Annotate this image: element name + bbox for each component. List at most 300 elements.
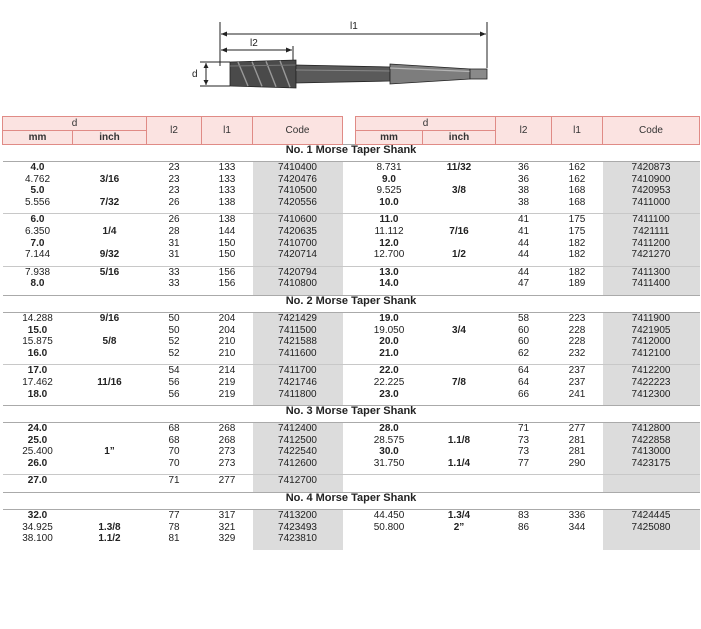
left-code-cell: 7413200 bbox=[253, 510, 343, 522]
left-l1-cell: 317 bbox=[218, 510, 236, 522]
left-l1-cell: 150 bbox=[218, 237, 236, 249]
column-gap bbox=[343, 312, 356, 324]
left-code-cell: 7420476 bbox=[253, 174, 343, 186]
group-spacer bbox=[3, 545, 700, 550]
left-code-cell: 7410800 bbox=[253, 278, 343, 290]
left-code-cell: 7423810 bbox=[253, 533, 343, 545]
right-l1-cell: 290 bbox=[568, 457, 586, 469]
left-code-cell: 7412400 bbox=[253, 423, 343, 435]
spacer-cell bbox=[496, 545, 552, 550]
right-l1-cell: 223 bbox=[568, 312, 586, 324]
header-mm-right: mm bbox=[356, 131, 423, 145]
left-inch-cell bbox=[73, 510, 147, 522]
right-l1-cell: 336 bbox=[568, 510, 586, 522]
right-l2-cell: 62 bbox=[517, 347, 530, 359]
right-inch-cell: 1.1/8 bbox=[447, 434, 471, 446]
right-inch-cell: 7/16 bbox=[449, 225, 469, 237]
table-row bbox=[3, 458, 700, 470]
left-mm-cell: 6.0 bbox=[30, 214, 45, 226]
label-l2: l2 bbox=[250, 38, 258, 49]
header-d-right: d bbox=[356, 117, 496, 131]
section-row bbox=[3, 406, 700, 423]
right-code-cell: 7424445 bbox=[603, 510, 700, 522]
right-mm-cell: 50.800 bbox=[373, 521, 405, 533]
table-row bbox=[3, 238, 700, 250]
spacer-cell bbox=[147, 545, 202, 550]
right-l1-cell bbox=[552, 475, 603, 487]
left-inch-cell bbox=[73, 475, 147, 487]
left-l1-cell: 204 bbox=[218, 312, 236, 324]
left-code-cell: 7411500 bbox=[253, 325, 343, 337]
spacer-cell bbox=[552, 545, 603, 550]
left-l2-cell: 28 bbox=[168, 225, 180, 237]
left-l1-cell: 156 bbox=[218, 266, 236, 278]
left-l2-cell: 68 bbox=[168, 434, 180, 446]
left-code-cell: 7411800 bbox=[253, 389, 343, 401]
right-l1-cell: 281 bbox=[568, 434, 586, 446]
right-l1-cell: 182 bbox=[568, 266, 586, 278]
right-code-cell: 7412000 bbox=[603, 336, 700, 348]
right-l2-cell bbox=[496, 533, 552, 545]
left-l1-cell: 204 bbox=[218, 324, 236, 336]
table-row bbox=[3, 348, 700, 360]
left-l2-cell: 50 bbox=[168, 324, 180, 336]
label-d: d bbox=[192, 69, 198, 80]
column-gap bbox=[343, 475, 356, 487]
right-l2-cell: 41 bbox=[517, 225, 530, 237]
right-l2-cell: 83 bbox=[517, 510, 530, 522]
left-l2-cell: 81 bbox=[168, 533, 180, 545]
table-row bbox=[3, 365, 700, 377]
right-mm-cell: 28.575 bbox=[373, 434, 405, 446]
left-l2-cell: 33 bbox=[168, 278, 180, 290]
right-inch-cell bbox=[423, 238, 496, 250]
right-l2-cell: 38 bbox=[517, 185, 530, 197]
right-inch-cell bbox=[423, 389, 496, 401]
right-code-cell: 7420953 bbox=[603, 185, 700, 197]
right-code-cell: 7421270 bbox=[603, 249, 700, 261]
left-code-cell: 7421746 bbox=[253, 377, 343, 389]
right-inch-cell bbox=[423, 365, 496, 377]
left-mm-cell: 32.0 bbox=[27, 510, 48, 522]
right-l2-cell: 44 bbox=[517, 266, 530, 278]
left-mm-cell: 26.0 bbox=[27, 457, 48, 469]
left-mm-cell: 6.350 bbox=[24, 225, 51, 237]
reamer-spec-table bbox=[2, 116, 700, 550]
left-l1-cell: 150 bbox=[218, 249, 236, 261]
section-row bbox=[3, 145, 700, 162]
left-inch-cell: 3/16 bbox=[99, 173, 120, 185]
left-l1-cell: 133 bbox=[218, 162, 236, 173]
left-l2-cell: 70 bbox=[168, 457, 180, 469]
left-inch-cell: 7/32 bbox=[99, 196, 120, 208]
left-l2-cell: 56 bbox=[168, 388, 180, 400]
right-mm-cell bbox=[356, 533, 423, 545]
spec-table-body bbox=[3, 145, 700, 550]
left-mm-cell: 7.144 bbox=[24, 249, 51, 261]
column-gap bbox=[343, 197, 356, 209]
right-mm-cell: 19.050 bbox=[373, 324, 405, 336]
left-l2-cell: 56 bbox=[168, 376, 180, 388]
right-code-cell: 7412100 bbox=[603, 348, 700, 360]
table-row bbox=[3, 446, 700, 458]
section-title: No. 2 Morse Taper Shank bbox=[3, 295, 700, 312]
right-code-cell: 7411900 bbox=[603, 312, 700, 324]
left-inch-cell bbox=[73, 423, 147, 435]
left-code-cell: 7420635 bbox=[253, 226, 343, 238]
column-gap bbox=[343, 214, 356, 226]
table-row bbox=[3, 185, 700, 197]
left-mm-cell: 14.288 bbox=[22, 312, 53, 324]
right-mm-cell: 9.0 bbox=[382, 173, 396, 185]
left-l1-cell: 273 bbox=[218, 457, 236, 469]
right-inch-cell bbox=[423, 348, 496, 360]
left-inch-cell: 9/32 bbox=[99, 249, 120, 261]
left-l1-cell: 277 bbox=[218, 475, 236, 487]
left-l1-cell: 210 bbox=[218, 336, 236, 348]
table-row bbox=[3, 423, 700, 435]
spacer-cell bbox=[423, 545, 496, 550]
left-code-cell: 7412700 bbox=[253, 475, 343, 487]
left-code-cell: 7410700 bbox=[253, 238, 343, 250]
column-gap bbox=[343, 266, 356, 278]
tool-drawing bbox=[190, 16, 500, 94]
left-l2-cell: 78 bbox=[168, 521, 180, 533]
right-inch-cell: 7/8 bbox=[452, 376, 466, 388]
label-l1: l1 bbox=[350, 21, 358, 32]
header-l2-left: l2 bbox=[147, 117, 202, 145]
right-code-cell: 7412300 bbox=[603, 389, 700, 401]
left-inch-cell: 11/16 bbox=[97, 376, 122, 388]
table-row bbox=[3, 174, 700, 186]
right-code-cell: 7412800 bbox=[603, 423, 700, 435]
left-l1-cell: 273 bbox=[218, 446, 236, 458]
right-l2-cell: 86 bbox=[517, 521, 530, 533]
right-code-cell: 7411000 bbox=[603, 197, 700, 209]
right-l2-cell: 73 bbox=[517, 434, 530, 446]
right-mm-cell: 44.450 bbox=[373, 510, 405, 522]
left-inch-cell bbox=[73, 238, 147, 250]
column-gap bbox=[343, 510, 356, 522]
left-l1-cell: 321 bbox=[218, 521, 236, 533]
table-row bbox=[3, 435, 700, 447]
right-inch-cell bbox=[423, 336, 496, 348]
right-l1-cell: 241 bbox=[568, 388, 586, 400]
table-row bbox=[3, 214, 700, 226]
right-mm-cell: 22.225 bbox=[373, 376, 405, 388]
right-l1-cell: 175 bbox=[568, 214, 586, 226]
right-l2-cell: 44 bbox=[517, 249, 530, 261]
right-l1-cell: 168 bbox=[568, 185, 586, 197]
right-l1-cell bbox=[552, 533, 603, 545]
right-inch-cell bbox=[423, 278, 496, 290]
spacer-cell bbox=[3, 545, 73, 550]
left-l1-cell: 138 bbox=[218, 196, 236, 208]
left-inch-cell bbox=[73, 214, 147, 226]
left-mm-cell: 8.0 bbox=[30, 278, 45, 290]
left-code-cell: 7420714 bbox=[253, 249, 343, 261]
left-code-cell: 7422540 bbox=[253, 446, 343, 458]
table-row bbox=[3, 510, 700, 522]
right-l2-cell: 44 bbox=[517, 237, 530, 249]
section-title: No. 4 Morse Taper Shank bbox=[3, 493, 700, 510]
left-inch-cell: 1.1/2 bbox=[98, 533, 121, 545]
header-d-left: d bbox=[3, 117, 147, 131]
left-code-cell: 7420556 bbox=[253, 197, 343, 209]
left-inch-cell bbox=[73, 185, 147, 197]
header-code-left: Code bbox=[253, 117, 343, 145]
right-code-cell: 7421905 bbox=[603, 325, 700, 337]
column-gap bbox=[343, 423, 356, 435]
right-code-cell bbox=[603, 475, 700, 487]
right-l1-cell: 228 bbox=[568, 324, 586, 336]
left-code-cell: 7412500 bbox=[253, 435, 343, 447]
right-inch-cell: 2” bbox=[453, 521, 465, 533]
left-inch-cell: 1.3/8 bbox=[98, 521, 121, 533]
right-l2-cell: 64 bbox=[517, 376, 530, 388]
spacer-cell bbox=[202, 545, 253, 550]
left-mm-cell: 17.462 bbox=[22, 376, 53, 388]
left-l2-cell: 50 bbox=[168, 312, 180, 324]
table-row bbox=[3, 475, 700, 487]
right-mm-cell: 19.0 bbox=[379, 312, 399, 324]
column-gap bbox=[343, 336, 356, 348]
right-code-cell: 7411200 bbox=[603, 238, 700, 250]
right-mm-cell: 30.0 bbox=[379, 446, 399, 458]
left-l1-cell: 156 bbox=[218, 278, 236, 290]
right-mm-cell bbox=[356, 475, 423, 487]
left-l2-cell: 23 bbox=[168, 173, 180, 185]
right-l1-cell: 281 bbox=[568, 446, 586, 458]
right-code-cell: 7420873 bbox=[603, 162, 700, 174]
right-inch-cell bbox=[423, 423, 496, 435]
right-code-cell: 7423175 bbox=[603, 458, 700, 470]
right-l1-cell: 175 bbox=[568, 225, 586, 237]
left-mm-cell: 15.0 bbox=[27, 324, 48, 336]
left-inch-cell: 1/4 bbox=[102, 225, 117, 237]
right-inch-cell: 1.3/4 bbox=[447, 510, 471, 522]
left-mm-cell: 7.0 bbox=[30, 237, 45, 249]
column-gap bbox=[343, 348, 356, 360]
left-code-cell: 7420794 bbox=[253, 266, 343, 278]
left-l2-cell: 31 bbox=[168, 237, 180, 249]
right-inch-cell bbox=[423, 446, 496, 458]
right-l2-cell: 58 bbox=[517, 312, 530, 324]
left-code-cell: 7411600 bbox=[253, 348, 343, 360]
right-inch-cell: 3/4 bbox=[452, 324, 466, 336]
right-code-cell: 7422858 bbox=[603, 435, 700, 447]
left-l2-cell: 54 bbox=[168, 365, 180, 377]
spacer-cell bbox=[253, 545, 343, 550]
right-code-cell: 7422223 bbox=[603, 377, 700, 389]
column-gap bbox=[343, 533, 356, 545]
column-gap bbox=[343, 365, 356, 377]
left-mm-cell: 25.0 bbox=[27, 434, 48, 446]
right-inch-cell: 1.1/4 bbox=[447, 457, 471, 469]
left-mm-cell: 4.0 bbox=[30, 162, 45, 173]
left-code-cell: 7410400 bbox=[253, 162, 343, 174]
left-mm-cell: 7.938 bbox=[24, 266, 51, 278]
column-gap bbox=[343, 226, 356, 238]
column-gap bbox=[343, 174, 356, 186]
header-l1-left: l1 bbox=[202, 117, 253, 145]
left-mm-cell: 27.0 bbox=[27, 475, 48, 487]
left-l2-cell: 33 bbox=[168, 266, 180, 278]
right-mm-cell: 10.0 bbox=[379, 196, 399, 208]
right-inch-cell bbox=[423, 475, 496, 487]
left-l1-cell: 133 bbox=[218, 185, 236, 197]
right-mm-cell: 23.0 bbox=[379, 388, 399, 400]
right-inch-cell: 11/32 bbox=[446, 162, 472, 173]
right-mm-cell: 11.0 bbox=[379, 214, 399, 226]
left-inch-cell bbox=[73, 348, 147, 360]
right-code-cell: 7413000 bbox=[603, 446, 700, 458]
right-mm-cell: 21.0 bbox=[379, 347, 399, 359]
left-l1-cell: 268 bbox=[218, 434, 236, 446]
section-row bbox=[3, 295, 700, 312]
left-inch-cell: 5/8 bbox=[102, 336, 117, 348]
left-l2-cell: 71 bbox=[168, 475, 180, 487]
left-inch-cell bbox=[73, 365, 147, 377]
right-l1-cell: 182 bbox=[568, 237, 586, 249]
table-row bbox=[3, 226, 700, 238]
right-l1-cell: 168 bbox=[568, 196, 586, 208]
left-mm-cell: 5.556 bbox=[24, 196, 51, 208]
column-gap bbox=[343, 458, 356, 470]
right-inch-cell bbox=[423, 533, 496, 545]
section-title: No. 1 Morse Taper Shank bbox=[3, 145, 700, 162]
left-l1-cell: 219 bbox=[218, 376, 236, 388]
right-mm-cell: 9.525 bbox=[376, 185, 402, 197]
left-l2-cell: 77 bbox=[168, 510, 180, 522]
right-mm-cell: 12.0 bbox=[379, 237, 399, 249]
right-inch-cell: 1/2 bbox=[452, 249, 466, 261]
column-gap bbox=[343, 185, 356, 197]
right-l2-cell: 41 bbox=[517, 214, 530, 226]
right-mm-cell: 22.0 bbox=[379, 365, 399, 377]
right-l2-cell: 64 bbox=[517, 365, 530, 377]
left-mm-cell: 38.100 bbox=[22, 533, 53, 545]
right-l1-cell: 162 bbox=[568, 173, 586, 185]
left-l1-cell: 214 bbox=[218, 365, 236, 377]
right-l1-cell: 237 bbox=[568, 376, 586, 388]
table-row bbox=[3, 336, 700, 348]
left-inch-cell: 1” bbox=[104, 446, 115, 458]
right-code-cell: 7425080 bbox=[603, 522, 700, 534]
column-gap bbox=[343, 325, 356, 337]
header-row-top bbox=[3, 117, 700, 131]
spacer-cell bbox=[73, 545, 147, 550]
header-mm-left: mm bbox=[3, 131, 73, 145]
table-row bbox=[3, 162, 700, 174]
right-mm-cell: 31.750 bbox=[373, 457, 405, 469]
right-inch-cell bbox=[423, 312, 496, 324]
left-inch-cell: 5/16 bbox=[99, 266, 120, 278]
right-code-cell bbox=[603, 533, 700, 545]
right-l2-cell: 47 bbox=[517, 278, 530, 290]
left-mm-cell: 34.925 bbox=[22, 521, 53, 533]
right-l2-cell: 73 bbox=[517, 446, 530, 458]
table-row bbox=[3, 197, 700, 209]
left-code-cell: 7421588 bbox=[253, 336, 343, 348]
table-row bbox=[3, 533, 700, 545]
table-row bbox=[3, 312, 700, 324]
right-l2-cell bbox=[496, 475, 552, 487]
left-l1-cell: 210 bbox=[218, 347, 236, 359]
right-l1-cell: 228 bbox=[568, 336, 586, 348]
left-l2-cell: 26 bbox=[168, 214, 180, 226]
header-l1-right: l1 bbox=[552, 117, 603, 145]
right-inch-cell bbox=[423, 197, 496, 209]
left-l1-cell: 268 bbox=[218, 423, 236, 435]
right-inch-cell bbox=[423, 214, 496, 226]
right-mm-cell: 14.0 bbox=[379, 278, 399, 290]
right-mm-cell: 20.0 bbox=[379, 336, 399, 348]
left-l1-cell: 133 bbox=[218, 173, 236, 185]
column-gap bbox=[343, 446, 356, 458]
column-gap bbox=[343, 162, 356, 174]
header-inch-right: inch bbox=[423, 131, 496, 145]
left-code-cell: 7410600 bbox=[253, 214, 343, 226]
left-inch-cell bbox=[73, 435, 147, 447]
spacer-cell bbox=[356, 545, 423, 550]
section-title: No. 3 Morse Taper Shank bbox=[3, 406, 700, 423]
left-l1-cell: 144 bbox=[218, 225, 236, 237]
right-l1-cell: 237 bbox=[568, 365, 586, 377]
left-mm-cell: 25.400 bbox=[22, 446, 53, 458]
left-l2-cell: 23 bbox=[168, 185, 180, 197]
left-inch-cell bbox=[73, 325, 147, 337]
column-gap bbox=[343, 389, 356, 401]
left-l2-cell: 52 bbox=[168, 336, 180, 348]
left-l1-cell: 219 bbox=[218, 388, 236, 400]
right-l1-cell: 277 bbox=[568, 423, 586, 435]
right-l2-cell: 60 bbox=[517, 324, 530, 336]
left-inch-cell bbox=[73, 278, 147, 290]
table-row bbox=[3, 249, 700, 261]
right-code-cell: 7412200 bbox=[603, 365, 700, 377]
right-mm-cell: 28.0 bbox=[379, 423, 399, 435]
table-row bbox=[3, 325, 700, 337]
right-mm-cell: 8.731 bbox=[376, 162, 402, 173]
right-code-cell: 7410900 bbox=[603, 174, 700, 186]
left-inch-cell bbox=[73, 458, 147, 470]
right-l1-cell: 344 bbox=[568, 521, 586, 533]
table-row bbox=[3, 278, 700, 290]
left-mm-cell: 5.0 bbox=[30, 185, 45, 197]
right-mm-cell: 13.0 bbox=[379, 266, 399, 278]
left-l2-cell: 23 bbox=[168, 162, 180, 173]
left-l1-cell: 138 bbox=[218, 214, 236, 226]
table-row bbox=[3, 377, 700, 389]
right-l2-cell: 60 bbox=[517, 336, 530, 348]
left-mm-cell: 16.0 bbox=[27, 347, 48, 359]
header-inch-left: inch bbox=[73, 131, 147, 145]
left-inch-cell: 9/16 bbox=[99, 312, 120, 324]
column-gap bbox=[343, 249, 356, 261]
right-l2-cell: 36 bbox=[517, 162, 530, 173]
right-l2-cell: 71 bbox=[517, 423, 530, 435]
right-inch-cell: 3/8 bbox=[452, 185, 466, 197]
left-code-cell: 7423493 bbox=[253, 522, 343, 534]
table-row bbox=[3, 522, 700, 534]
header-gap bbox=[343, 117, 356, 145]
right-l2-cell: 38 bbox=[517, 196, 530, 208]
left-l2-cell: 52 bbox=[168, 347, 180, 359]
right-l2-cell: 66 bbox=[517, 388, 530, 400]
column-gap bbox=[343, 435, 356, 447]
left-l1-cell: 329 bbox=[218, 533, 236, 545]
